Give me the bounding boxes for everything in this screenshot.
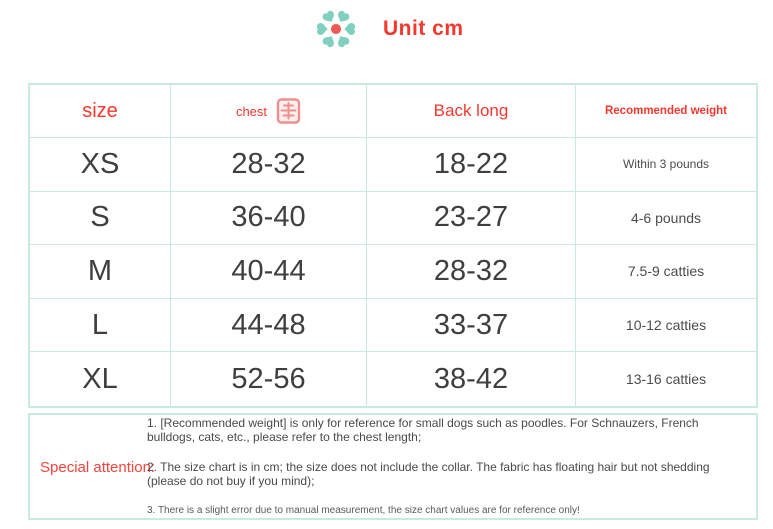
table-cell-backlong-m: 28-32	[367, 245, 576, 299]
column-header-back-long-label: Back long	[433, 101, 509, 120]
column-header-back-long	[367, 85, 576, 138]
table-cell-size-xl: XL	[30, 352, 171, 406]
column-header-chest	[171, 85, 367, 138]
special-attention-box	[28, 413, 758, 520]
table-cell-chest-l: 44-48	[171, 299, 367, 353]
table-cell-weight-xs: Within 3 pounds	[576, 138, 756, 192]
table-cell-chest-m: 40-44	[171, 245, 367, 299]
unit-label: Unit cm	[383, 17, 464, 40]
notes-list	[147, 415, 746, 518]
note-item-3: 3. There is a slight error due to manual measurement, the size chart values are for reference only!	[147, 504, 580, 516]
title-row	[0, 0, 773, 62]
table-cell-backlong-l: 33-37	[367, 299, 576, 353]
column-header-recommended-weight-label: Recommended weight	[604, 105, 728, 117]
note-item-2: 2. The size chart is in cm; the size does not include the collar. The fabric has floating hair but not shedding (please do not buy if you mind);	[147, 459, 710, 488]
table-cell-weight-m: 7.5-9 catties	[576, 245, 756, 299]
table-cell-backlong-s: 23-27	[367, 192, 576, 246]
column-header-recommended-weight	[576, 85, 756, 138]
table-cell-chest-xs: 28-32	[171, 138, 367, 192]
column-header-size	[30, 85, 171, 138]
table-cell-chest-xl: 52-56	[171, 352, 367, 406]
table-cell-weight-l: 10-12 catties	[576, 299, 756, 353]
table-cell-size-xs: XS	[30, 138, 171, 192]
table-cell-weight-xl: 13-16 catties	[576, 352, 756, 406]
girth-stamp-icon	[276, 97, 301, 125]
flower-icon	[314, 7, 358, 51]
column-header-size-label: size	[82, 99, 118, 122]
table-cell-size-s: S	[30, 192, 171, 246]
table-cell-weight-s: 4-6 pounds	[576, 192, 756, 246]
table-cell-chest-s: 36-40	[171, 192, 367, 246]
table-cell-size-m: M	[30, 245, 171, 299]
note-item-1: 1. [Recommended weight] is only for reference for small dogs such as poodles. For Schnauzers, French bulldogs, cats, etc., please refer to the chest length;	[147, 415, 699, 444]
size-table	[28, 83, 758, 408]
table-cell-backlong-xs: 18-22	[367, 138, 576, 192]
table-cell-size-l: L	[30, 299, 171, 353]
special-attention-label: Special attention:	[40, 459, 156, 476]
column-header-chest-label: chest	[235, 103, 268, 119]
table-cell-backlong-xl: 38-42	[367, 352, 576, 406]
